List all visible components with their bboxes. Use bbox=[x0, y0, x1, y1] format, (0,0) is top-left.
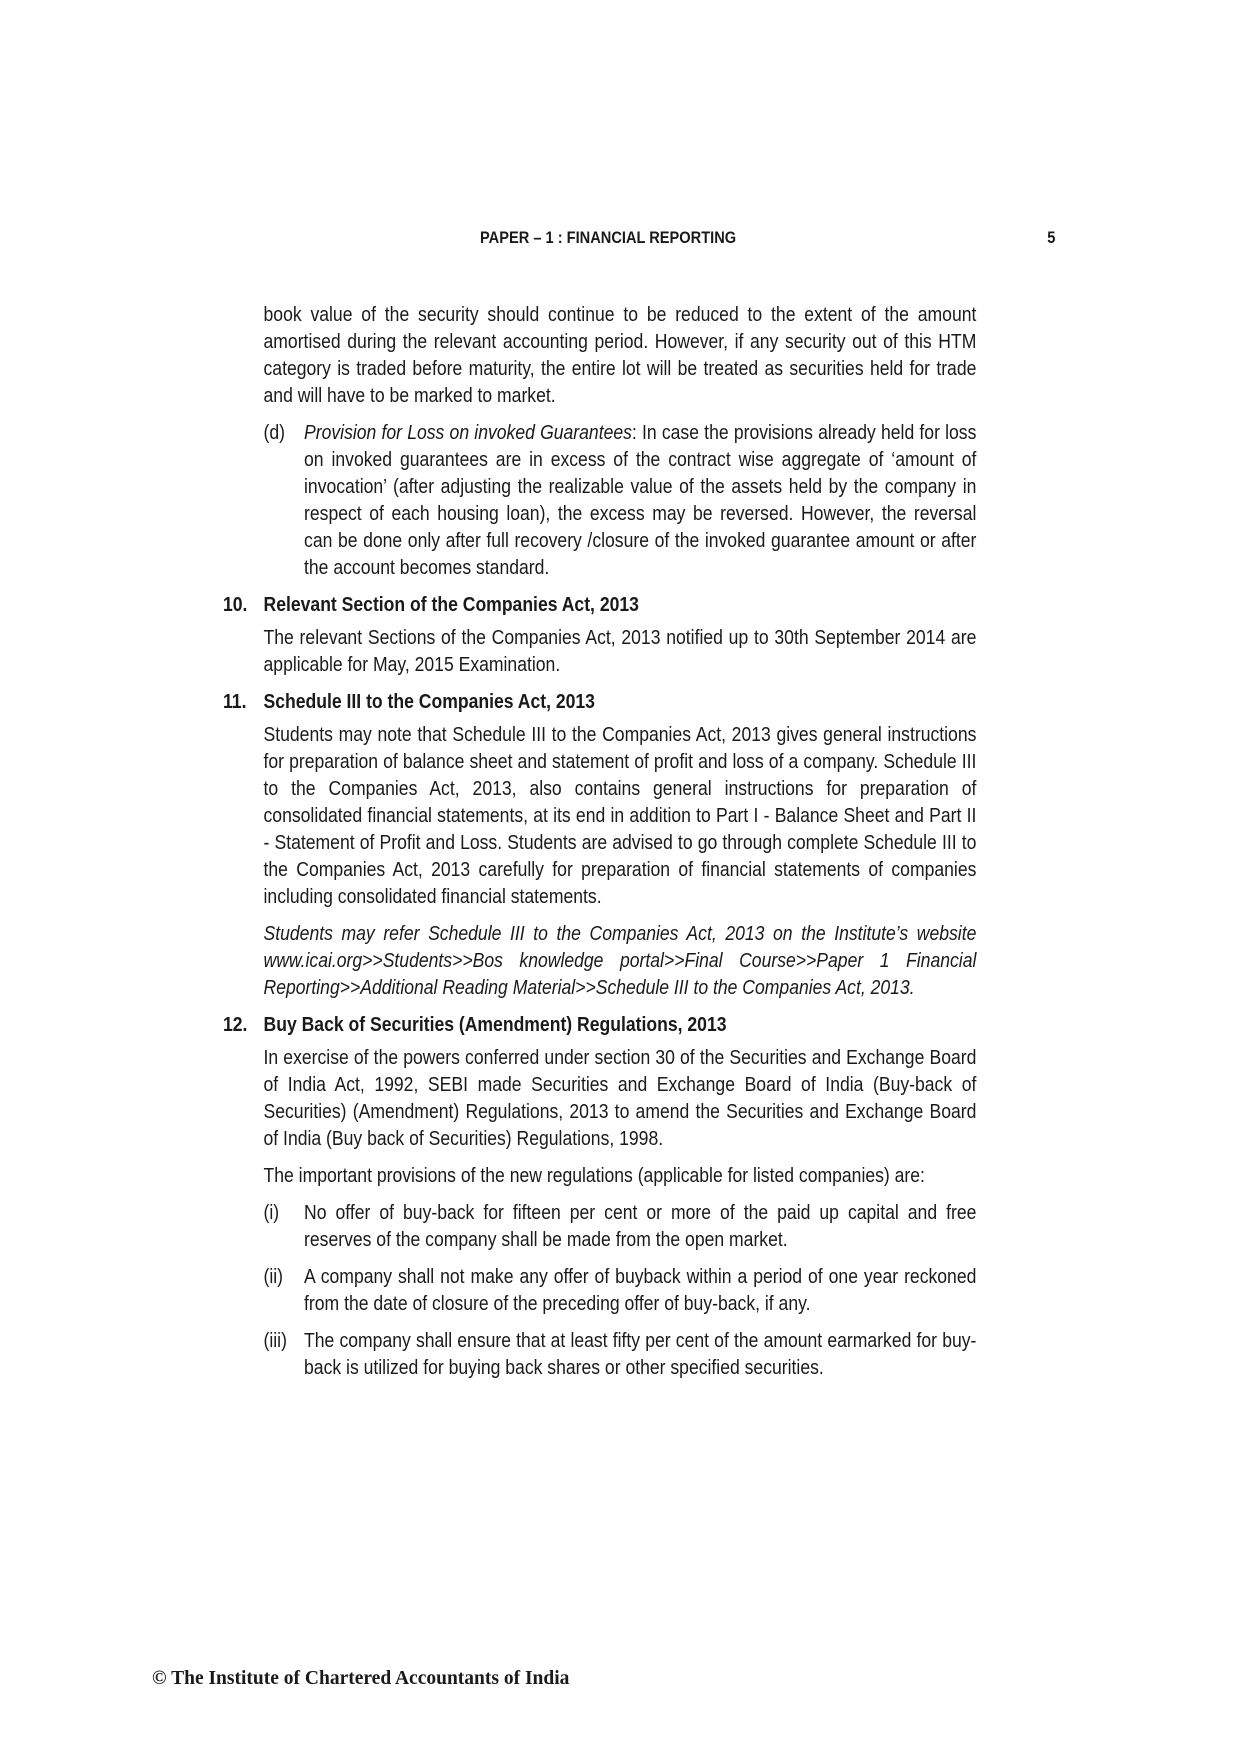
list-item-ii bbox=[223, 1264, 976, 1318]
continuation-paragraph: book value of the security should continue to be reduced to the extent of the amount amortised during the relevant accounting period. However, if any security out of this HTM category is traded before maturity, the entire lot will be treated as securities held for trade and will have to be marked to market. bbox=[263, 304, 977, 407]
list-item-text: No offer of buy-back for fifteen per cent or more of the paid up capital and free reserves of the company shall be made from the open market. bbox=[304, 1202, 977, 1251]
section-title: Relevant Section of the Companies Act, 2013 bbox=[263, 594, 639, 616]
section-11-paragraph: Students may note that Schedule III to the Companies Act, 2013 gives general instructions for preparation of balance sheet and statement of profit and loss of a company. Schedule III to the Companies Act, 2013, also contains general instructions for preparation of consolidated financial statements, at its end in addition to Part I - Balance Sheet and Part II - Statement of Profit and Loss. Students are advised to go through complete Schedule III to the Companies Act, 2013 carefully for preparation of financial statements of companies including consolidated financial statements. bbox=[263, 724, 977, 908]
list-item-iii bbox=[223, 1328, 976, 1382]
list-item-text: The company shall ensure that at least fifty per cent of the amount earmarked for buy-back is utilized for buying back shares or other specified securities. bbox=[304, 1330, 977, 1379]
list-item-d bbox=[223, 420, 976, 582]
section-10-paragraph: The relevant Sections of the Companies Act, 2013 notified up to 30th September 2014 are applicable for May, 2015 Examination. bbox=[263, 627, 977, 676]
page-number: 5 bbox=[1047, 228, 1056, 247]
page-header bbox=[480, 228, 1056, 252]
section-11-heading bbox=[223, 689, 976, 716]
page-header-title: PAPER – 1 : FINANCIAL REPORTING bbox=[480, 228, 737, 247]
section-10-heading bbox=[223, 592, 976, 619]
list-marker: (d) bbox=[263, 422, 285, 444]
list-marker: (ii) bbox=[263, 1266, 284, 1288]
item-d-body: : In case the provisions already held for loss on invoked guarantees are in excess of the contract wise aggregate of ‘amount of invocation’ (after adjusting the realizable value of the assets held by the company in respect of each housing loan), the excess may be reversed. However, the reversal can be done only after full recovery /closure of the invoked guarantee amount or after the account becomes standard. bbox=[304, 422, 977, 579]
document-body bbox=[223, 302, 976, 1392]
list-item-text bbox=[304, 420, 976, 582]
list-marker: (iii) bbox=[263, 1330, 287, 1352]
list-marker: (i) bbox=[263, 1202, 280, 1224]
section-title: Schedule III to the Companies Act, 2013 bbox=[263, 691, 595, 713]
copyright-footer: © The Institute of Chartered Accountants of India bbox=[152, 1668, 570, 1689]
section-title: Buy Back of Securities (Amendment) Regulations, 2013 bbox=[263, 1014, 727, 1036]
list-item-text: A company shall not make any offer of buyback within a period of one year reckoned from the date of closure of the preceding offer of buy-back, if any. bbox=[304, 1266, 977, 1315]
section-number: 12. bbox=[223, 1014, 248, 1036]
section-number: 11. bbox=[223, 691, 247, 713]
section-12-heading bbox=[223, 1012, 976, 1039]
section-11-note: Students may refer Schedule III to the Companies Act, 2013 on the Institute’s website www.icai.org>>Students>>Bos knowledge portal>>Final Course>>Paper 1 Financial Reporting>>Additional Reading Material>>Schedule III to the Companies Act, 2013. bbox=[263, 923, 977, 999]
section-number: 10. bbox=[223, 594, 248, 616]
section-12-intro: The important provisions of the new regulations (applicable for listed companies) are: bbox=[263, 1165, 925, 1187]
list-item-i bbox=[223, 1200, 976, 1254]
section-12-paragraph: In exercise of the powers conferred under section 30 of the Securities and Exchange Board of India Act, 1992, SEBI made Securities and Exchange Board of India (Buy-back of Securities) (Amendment) Regulations, 2013 to amend the Securities and Exchange Board of India (Buy back of Securities) Regulations, 1998. bbox=[263, 1047, 977, 1150]
item-d-title: Provision for Loss on invoked Guarantees bbox=[304, 422, 632, 444]
